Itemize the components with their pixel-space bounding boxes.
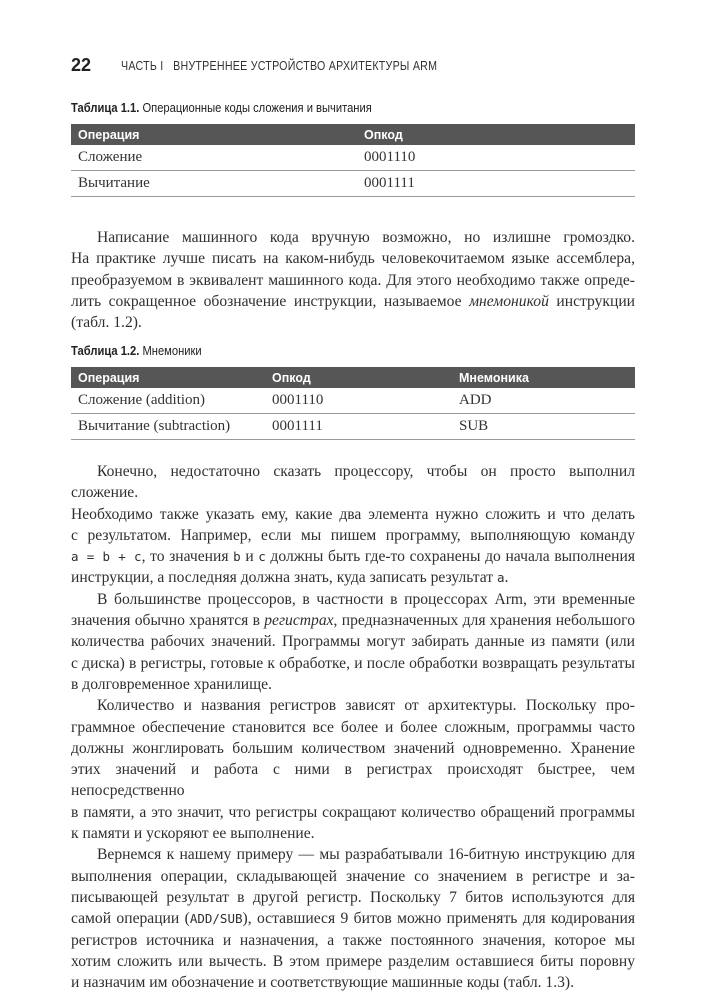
text-line: и назначим им обозначение и соответствующие машинные коды (табл. 1.3). <box>71 974 575 992</box>
text-line: (табл. 1.2). <box>71 314 142 332</box>
text-line <box>71 291 635 312</box>
italic-term: мнемоникой <box>469 292 549 310</box>
text-line: с результатом. Например, если мы пишем программу, выполняющую команду <box>71 526 635 544</box>
text-line: Написание машинного кода вручную возможно, но излишне громоздко. <box>97 229 635 246</box>
table-row <box>71 145 635 171</box>
table-row <box>71 171 635 197</box>
caption-label: Таблица 1.2. <box>71 343 140 358</box>
column-header: Опкод <box>265 367 452 388</box>
text-line: в памяти, а это значит, что регистры сокращают количество обращений программы <box>71 803 635 821</box>
table-cell: SUB <box>452 414 635 440</box>
table-cell: 0001110 <box>265 388 452 414</box>
text-segment: лить сокращенное обозначение инструкции, называемое <box>71 292 470 310</box>
table-cell: Вычитание (subtraction) <box>71 414 265 440</box>
caption-text: Операционные коды сложения и вычитания <box>139 100 372 115</box>
caption-label: Таблица 1.1. <box>71 100 140 115</box>
inline-code: a <box>497 570 505 586</box>
text-line: к памяти и ускоряют ее выполнение. <box>71 825 315 843</box>
text-line <box>71 610 635 631</box>
text-segment: . <box>504 569 509 587</box>
text-line: регистров источника и назначения, а также постоянного значения, которое мы <box>71 931 635 949</box>
column-header: Операция <box>71 367 265 388</box>
text-segment: должны быть где-то сохранены до начала выполнения <box>265 548 636 566</box>
text-line <box>71 567 635 588</box>
inline-code: ADD/SUB <box>189 911 243 927</box>
caption-text: Мнемоники <box>139 343 202 358</box>
inline-code: c <box>258 549 266 565</box>
text-segment: , предназначенных для хранения небольшого <box>333 612 635 630</box>
opcodes-table <box>71 124 635 197</box>
text-line: с диска) в регистры, готовые к обработке, и после обработки возвращать результаты <box>71 654 635 672</box>
text-line: преобразуемом в эквивалент машинного кода. Для этого необходимо также опреде- <box>71 271 635 289</box>
text-line: граммное обеспечение становится все более и более сложным, программы часто <box>71 718 635 736</box>
text-segment: инструкции <box>548 292 636 310</box>
paragraph <box>71 227 635 333</box>
text-line <box>71 546 635 567</box>
text-segment: значения обычно хранятся в <box>71 612 265 630</box>
mnemonics-table <box>71 367 635 440</box>
column-header: Мнемоника <box>452 367 635 388</box>
table-cell: 0001111 <box>265 414 452 440</box>
text-line: писывающей результат в другой регистр. Поскольку 7 битов используются для <box>71 888 635 906</box>
text-line: этих значений и работа с ними в регистрах происходят быстрее, чем непосредственно <box>71 761 635 800</box>
text-line: Вернемся к нашему примеру — мы разрабатывали 16-битную инструкцию для <box>97 846 635 864</box>
table-1-2-caption <box>71 343 202 358</box>
column-header: Операция <box>71 124 357 145</box>
body-text <box>71 461 635 993</box>
text-line: должны жонглировать большим количеством значений одновременно. Хранение <box>71 739 635 757</box>
table-row <box>71 414 635 440</box>
table-cell: 0001110 <box>357 145 635 171</box>
table-cell: 0001111 <box>357 171 635 197</box>
text-line: В большинстве процессоров, в частности в процессорах Arm, эти временные <box>97 590 635 608</box>
table-header-row <box>71 367 635 388</box>
text-line <box>71 908 635 929</box>
italic-term: регистрах <box>264 612 334 630</box>
text-line: в долговременное хранилище. <box>71 675 272 693</box>
text-segment: самой операции ( <box>71 910 190 928</box>
table-cell: Сложение <box>71 145 357 171</box>
column-header: Опкод <box>357 124 635 145</box>
text-line: Конечно, недостаточно сказать процессору, чтобы он просто выполнил сложение. <box>71 463 635 502</box>
inline-code: a = b + c <box>71 549 142 565</box>
text-segment: инструкции, а последняя должна знать, куда записать результат <box>71 569 498 587</box>
table-cell: Вычитание <box>71 171 357 197</box>
text-segment: и <box>240 548 259 566</box>
text-line: Количество и названия регистров зависят от архитектуры. Поскольку про- <box>97 697 635 715</box>
table-1-1-caption <box>71 100 372 115</box>
table-header-row <box>71 124 635 145</box>
text-line: Необходимо также указать ему, какие два элемента нужно сложить и что делать <box>71 505 635 523</box>
text-segment: ), оставшиеся 9 битов можно применять для кодирования <box>242 910 635 928</box>
text-line: выполнения операции, складывающей значение со значением в регистре и за- <box>71 867 635 885</box>
running-header: ЧАСТЬ I ВНУТРЕННЕЕ УСТРОЙСТВО АРХИТЕКТУРЫ ARM <box>121 58 438 73</box>
inline-code: b <box>233 549 241 565</box>
text-line: количества рабочих значений. Программы могут забирать данные из памяти (или <box>71 633 635 651</box>
table-cell: Сложение (addition) <box>71 388 265 414</box>
text-line: хотим сложить или вычесть. В этом примере разделим оставшиеся биты поровну <box>71 952 635 970</box>
page-number: 22 <box>71 55 92 75</box>
table-cell: ADD <box>452 388 635 414</box>
table-row <box>71 388 635 414</box>
text-line: На практике лучше писать на каком-нибудь человекочитаемом языке ассемблера, <box>71 250 635 268</box>
text-segment: , то значения <box>141 548 234 566</box>
